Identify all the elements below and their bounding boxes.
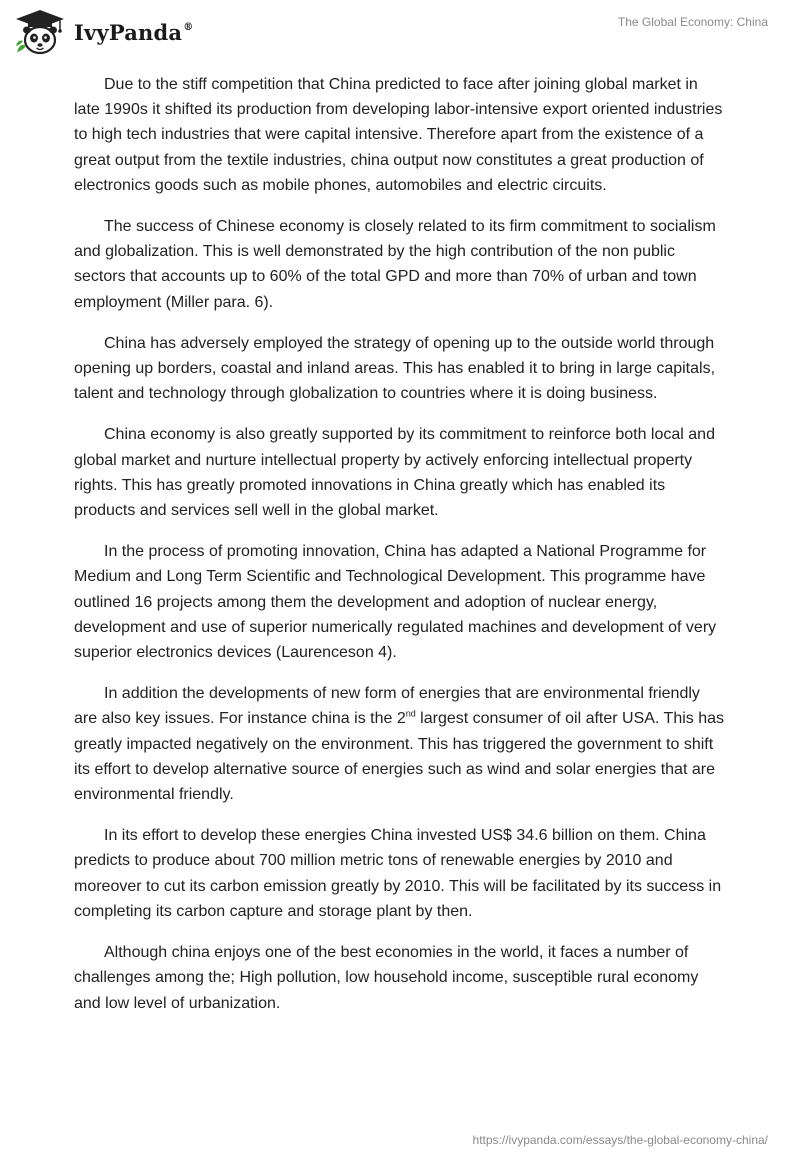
document-title: The Global Economy: China	[617, 15, 768, 29]
registered-mark: ®	[183, 21, 194, 33]
text-run: In addition the developments of new form of energies that are environmental friendly are also key issues. For instance china is the 2	[74, 685, 700, 728]
paragraph: China economy is also greatly supported by its commitment to reinforce both local and global market and nurture intellectual property by actively enforcing intellectual property rights. This has greatly promoted innovations in China greatly which has enabled its products and services sell well in the global market.	[74, 426, 715, 520]
paragraph: In the process of promoting innovation, China has adapted a National Programme for Medium and Long Term Scientific and Technological Development. This programme have outlined 16 projects among them the development and adoption of nuclear energy, development and use of superior numerically regulated machines and development of very superior electronics devices (Laurenceson 4).	[74, 543, 717, 662]
brand-name: IvyPanda®	[74, 19, 194, 45]
essay-body	[74, 72, 726, 1032]
paragraph: In its effort to develop these energies China invested US$ 34.6 billion on them. China predicts to produce about 700 million metric tons of renewable energies by 2010 and moreover to cut its carbon emission greatly by 2010. This will be facilitated by its success in completing its carbon capture and storage plant by then.	[74, 827, 722, 920]
ivypanda-logo[interactable]	[14, 8, 193, 56]
paragraph-energy	[74, 681, 726, 807]
paragraph: Due to the stiff competition that China predicted to face after joining global market in late 1990s it shifted its production from developing labor-intensive export oriented industries to high tech industries that were capital intensive. Therefore apart from the existence of a great output from the textile industries, china output now constitutes a great production of electronics goods such as mobile phones, automobiles and electric circuits.	[74, 76, 723, 194]
text-run: largest consumer of oil after USA. This has greatly impacted negatively on the environment. This has triggered the government to shift its effort to develop alternative source of energies such as wind and solar energies that are environmental friendly.	[74, 710, 725, 804]
paragraph: China has adversely employed the strategy of opening up to the outside world through opening up borders, coastal and inland areas. This has enabled it to bring in large capitals, talent and technology through globalization to countries where it is doing business.	[74, 334, 716, 403]
paragraph: The success of Chinese economy is closely related to its firm commitment to socialism and globalization. This is well demonstrated by the high contribution of the non public sectors that accounts up to 60% of the total GPD and more than 70% of urban and town employment (Miller para. 6).	[74, 218, 716, 311]
panda-graduation-cap-icon	[14, 8, 66, 56]
page-header	[0, 0, 800, 70]
ordinal-suffix: nd	[405, 709, 416, 720]
source-url[interactable]: https://ivypanda.com/essays/the-global-economy-china/	[472, 1133, 768, 1147]
paragraph: Although china enjoys one of the best economies in the world, it faces a number of challenges among the; High pollution, low household income, susceptible rural economy and low level of urbanization.	[74, 944, 699, 1012]
